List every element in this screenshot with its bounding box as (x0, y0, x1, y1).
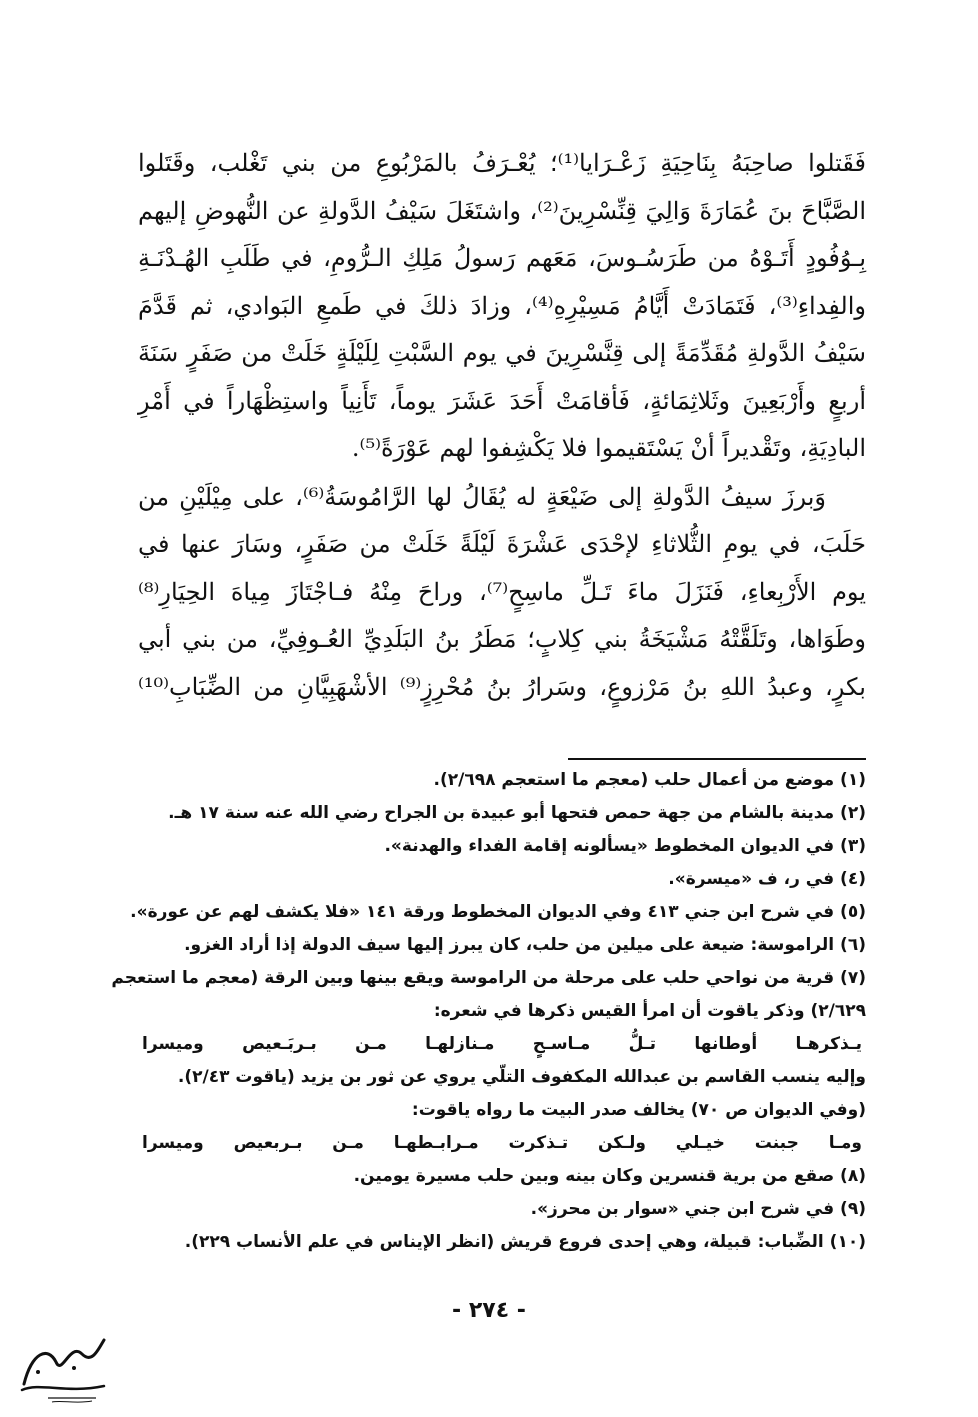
footnote-8: (٨) صقع من برية قنسرين وكان بينه وبين حلب مسيرة يومين. (353, 1166, 866, 1186)
text-line: بِـوُفُودٍ أَتَـوْهُ من طَرَسُـوسَ، مَعَهم رَسولُ مَلِكِ الـرُّومِ، في طَلَبِ الهُـدْنَـةِ (138, 244, 866, 272)
text-line: البادِيَةِ، وتَقْديراً أنْ يَسْتَقيموا فلا يَكْشِفوا لهم عَوْرَةً⁽⁵⁾. (351, 434, 866, 462)
text-line: سَيْفُ الدَّولةِ مُقَدِّمَةً إلى قِنَّسْرِينَ في يوم السَّبْتِ لِلَيْلَةٍ خَلَتْ من صَفَرٍ سَنَةَ (138, 339, 866, 367)
footnote-5: (٥) في شرح ابن جني ٤١٣ وفي الديوان المخطوط ورقة ١٤١ «فلا يكشف لهم عن عورة». (130, 902, 866, 922)
text-line: فَقَتلوا صاحِبَهُ بِنَاحِيَةِ زَعْـرَايا⁽¹⁾؛ يُعْـرَفُ بالمَرْبُوعِ من بني تَغْلب، وقَتَلوا (138, 149, 866, 177)
footnote-7-continued: (وفي الديوان ص ٧٠) يخالف صدر البيت ما رواه ياقوت: (411, 1100, 866, 1120)
text-line: أربعٍ وأَرْبَعِينَ وثَلاثِمَائةٍ، فَأقامَتْ أَحَدَ عَشَرَ يوماً، تَأَنِياً واستِظْهَاراً في أَمْرِ (138, 386, 866, 415)
verse-line: ومـا جبنت خيـلي ولـكن تـذكرت مـرابـطهـا مـن بـربعيص وميسرا (142, 1133, 862, 1153)
verse-line: يـذكرهـا أوطانها تـلُّ مـاسـحٍ مـنازلهـا مـن بـربَـعيص وميسرا (142, 1034, 862, 1054)
text-line: والفِداءِ⁽³⁾، فَتَمَادَتْ أَيَّامُ مَسِيْرِهِ⁽⁴⁾، وزادَ ذلكَ في طَمعِ البَوادي، ثم قَدَّمَ (138, 291, 866, 320)
footnote-6: (٦) الراموسة: ضيعة على ميلين من حلب، كان يبرز إليها سيف الدولة إذا أراد الغزو. (184, 935, 866, 955)
page-number: - ٢٧٤ - (452, 1298, 526, 1323)
text-line: وطَوَاها، وتَلَقَّتْهُ مَشْيَخَةُ بني كِلابٍ؛ مَطَرُ بنُ البَلَدِيِّ العُـوفِيِّ، من بني أبي (138, 625, 867, 653)
footnote-7-continued: ٢/٦٢٩) وذكر ياقوت أن امرأ القيس ذكرها في شعره: (433, 1001, 866, 1021)
footnote-10: (١٠) الضِّباب: قبيلة، وهي إحدى فروع قريش (انظر الإيناس في علم الأنساب ٢٢٩). (184, 1232, 866, 1252)
footnote-2: (٢) مدينة بالشام من جهة حمص فتحها أبو عبيدة بن الجراح رضي الله عنه سنة ١٧ هـ. (168, 803, 866, 823)
footnote-7-continued: وإليه ينسب القاسم بن عبدالله المكفوف التلّي يروي عن ثور بن يزيد (ياقوت ٢/٤٣). (177, 1067, 866, 1087)
footnote-4: (٤) في ر، ف «ميسرة». (668, 869, 866, 889)
main-text (138, 140, 866, 711)
paragraph-2 (138, 474, 866, 712)
footnotes (111, 764, 866, 1259)
publisher-logo-icon (18, 1332, 108, 1407)
footnote-separator (568, 758, 866, 760)
footnote-3: (٣) في الديوان المخطوط «يسألونه إقامة الفداء والهدنة». (384, 836, 866, 856)
paragraph-1 (138, 140, 866, 473)
text-line: يوم الأَرْبِعاءِ، فَنَزَلَ ماءَ تَـلِّ ماسِحٍ⁽⁷⁾، وراحَ مِنْهُ فـاجْتَازَ مِياهَ الحِيَارِ⁽⁸⁾ (138, 577, 867, 606)
text-line: بكرٍ، وعبدُ اللهِ بنُ مَرْزوعٍ، وسَرارُ بنُ مُحْرِزٍ⁽⁹⁾ الأشْهَبِيَّانِ من الضِّبَابِ⁽¹⁰⁾ (138, 672, 866, 701)
footnote-7: (٧) قرية من نواحي حلب على مرحلة من الراموسة ويقع بينها وبين الرقة (معجم ما استعجم (111, 968, 866, 988)
text-line: حَلَبَ، في يومِ الثُّلاثاءِ لإحْدَى عَشْرَةَ لَيْلَةً خَلَتْ من صَفَرٍ، وسَارَ عنها في (138, 530, 866, 558)
footnote-9: (٩) في شرح ابن جني «سوار بن محرز». (530, 1199, 866, 1219)
text-line: وَبرزَ سيفُ الدَّولةِ إلى ضَيْعَةٍ له يُقَالُ لها الرَّامُوسَةُ⁽⁶⁾، على مِيْلَيْنِ من (138, 482, 826, 511)
footnote-1: (١) موضع من أعمال حلب (معجم ما استعجم ٢/٦٩٨). (433, 770, 866, 790)
text-line: الصَّبَّاحَ بنَ عُمَارَةَ وَالِيَ قِنِّسْرِينَ⁽²⁾، واشتَغَلَ سَيْفُ الدَّولةِ عن النُّهوضِ إليهم (138, 196, 866, 225)
